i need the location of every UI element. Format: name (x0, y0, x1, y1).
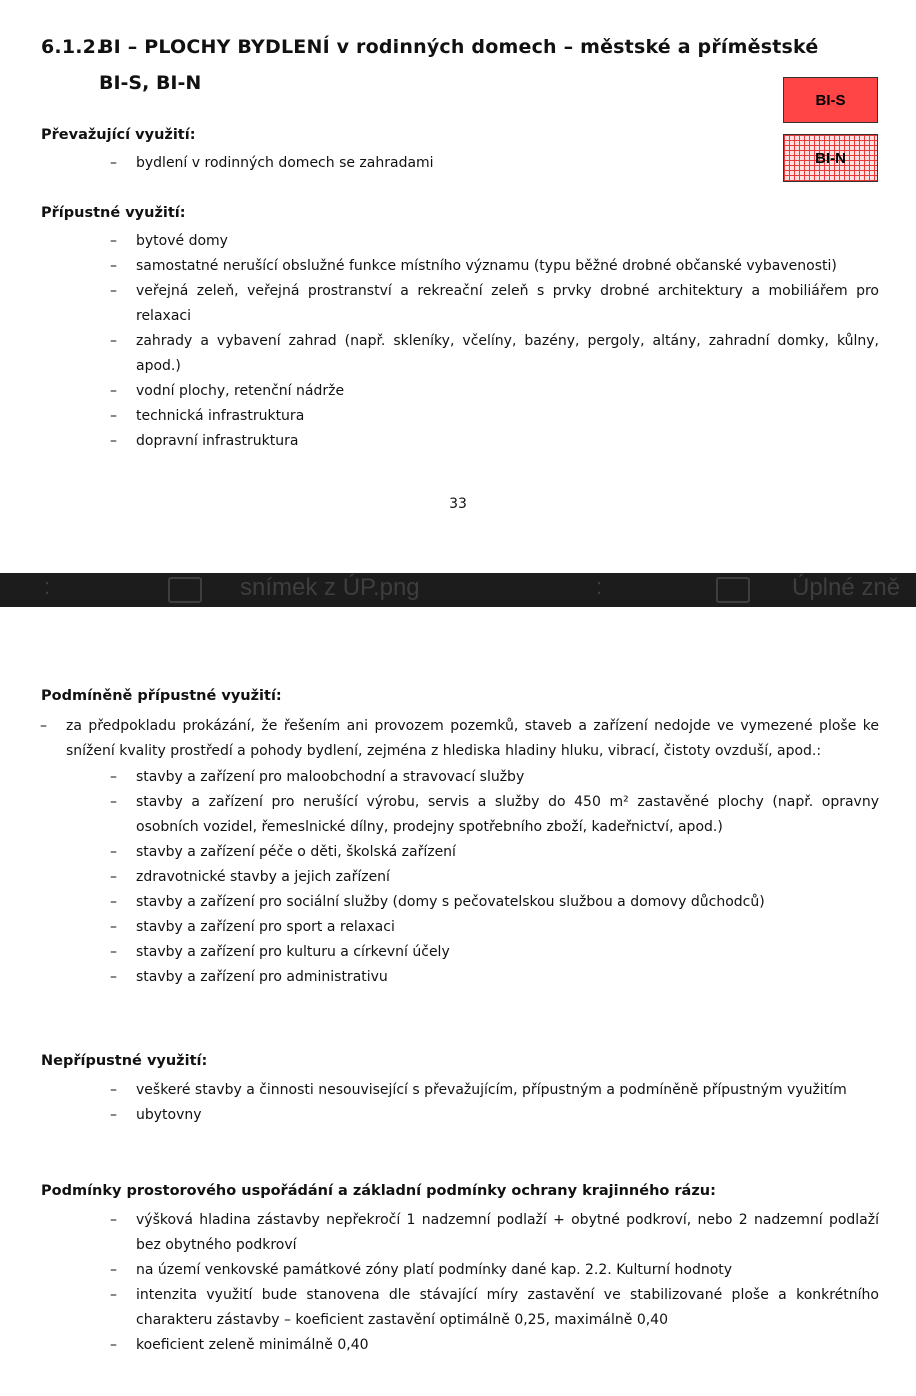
pripustne-list (136, 229, 879, 454)
list-item: – veškeré stavby a činnosti nesouvisející s převažujícím, přípustným a podmíněně přípustným využitím (136, 1078, 879, 1103)
legend-bis-swatch (783, 77, 878, 123)
viewer-overlay-bar[interactable] (0, 573, 916, 607)
condition-text: za předpokladu prokázání, že řešením ani provozem pozemků, staveb a zařízení nedojde ve vymezené ploše ke snížení kvality prostředí a pohody bydlení, zejména z hlediska hladiny hluku, vibrací, čistoty ovzduší, apod.: (66, 718, 879, 759)
list-item: – stavby a zařízení pro nerušící výrobu, servis a služby do 450 m² zastavěné plochy (např. opravny osobních vozidel, řemeslnické dílny, prodejny spotřebního zboží, kadeřnictví, apod.) (136, 790, 879, 840)
page-number: 33 (449, 496, 467, 512)
list-item: – stavby a zařízení pro maloobchodní a stravovací služby (136, 765, 879, 790)
file-tab-1[interactable]: snímek z ÚP.png (240, 574, 420, 601)
list-item: – technická infrastruktura (136, 404, 879, 429)
list-item: – koeficient zeleně minimálně 0,40 (136, 1333, 879, 1358)
list-item: – intenzita využití bude stanovena dle stávající míry zastavění ve stabilizované ploše a konkrétního charakteru zástavby – koeficient zastavění optimálně 0,25, maximálně 0,40 (136, 1283, 879, 1333)
nepripustne-list (136, 1078, 879, 1128)
podminene-list (66, 714, 879, 990)
list-item: – na území venkovské památkové zóny platí podmínky dané kap. 2.2. Kulturní hodnoty (136, 1258, 879, 1283)
section-codes: BI-S, BI-N (99, 72, 202, 94)
podminene-condition (66, 714, 879, 990)
image-file-icon (168, 577, 202, 603)
pripustne-title: Přípustné využití: (41, 205, 186, 221)
list-item: – bytové domy (136, 229, 879, 254)
section-heading (41, 36, 818, 58)
list-item: – zdravotnické stavby a jejich zařízení (136, 865, 879, 890)
list-item: – ubytovny (136, 1103, 879, 1128)
list-item: – zahrady a vybavení zahrad (např. skleníky, včelíny, bazény, pergoly, altány, zahradní domky, kůlny, apod.) (136, 329, 879, 379)
legend-bis-label: BI-S (815, 91, 846, 109)
more-options-icon[interactable]: : (596, 574, 603, 599)
podminene-sublist (136, 765, 879, 990)
section-number: 6.1.2. (41, 36, 104, 58)
list-item: – veřejná zeleň, veřejná prostranství a rekreační zeleň s prvky drobné architektury a mobiliářem pro relaxaci (136, 279, 879, 329)
document-page-34 (0, 607, 916, 1396)
list-item: – stavby a zařízení pro sociální služby (domy s pečovatelskou službou a domovy důchodců) (136, 890, 879, 915)
list-item: – dopravní infrastruktura (136, 429, 879, 454)
legend-bin-label: BI-N (815, 149, 846, 167)
list-item: – výšková hladina zástavby nepřekročí 1 nadzemní podlaží + obytné podkroví, nebo 2 nadzemní podlaží bez obytného podkroví (136, 1208, 879, 1258)
list-item: – samostatné nerušící obslužné funkce místního významu (typu běžné drobné občanské vybavenosti) (136, 254, 879, 279)
nepripustne-title: Nepřípustné využití: (41, 1053, 208, 1069)
list-item: – vodní plochy, retenční nádrže (136, 379, 879, 404)
document-file-icon (716, 577, 750, 603)
prevazujici-title: Převažující využití: (41, 127, 196, 143)
podminene-title: Podmíněně přípustné využití: (41, 688, 282, 704)
prevazujici-list (136, 151, 879, 176)
list-item: – stavby a zařízení pro kulturu a církevní účely (136, 940, 879, 965)
list-item: – bydlení v rodinných domech se zahradami (136, 151, 879, 176)
section-title-text: BI – PLOCHY BYDLENÍ v rodinných domech – městské a příměstské (99, 36, 819, 58)
list-item: – stavby a zařízení pro administrativu (136, 965, 879, 990)
document-page-33 (0, 0, 916, 573)
list-item: – stavby a zařízení péče o děti, školská zařízení (136, 840, 879, 865)
more-options-icon[interactable]: : (44, 574, 51, 599)
podminky-title: Podmínky prostorového uspořádání a základní podmínky ochrany krajinného rázu: (41, 1183, 716, 1199)
list-item: – stavby a zařízení pro sport a relaxaci (136, 915, 879, 940)
podminky-list (136, 1208, 879, 1358)
file-tab-2[interactable]: Úplné zně (792, 574, 901, 601)
